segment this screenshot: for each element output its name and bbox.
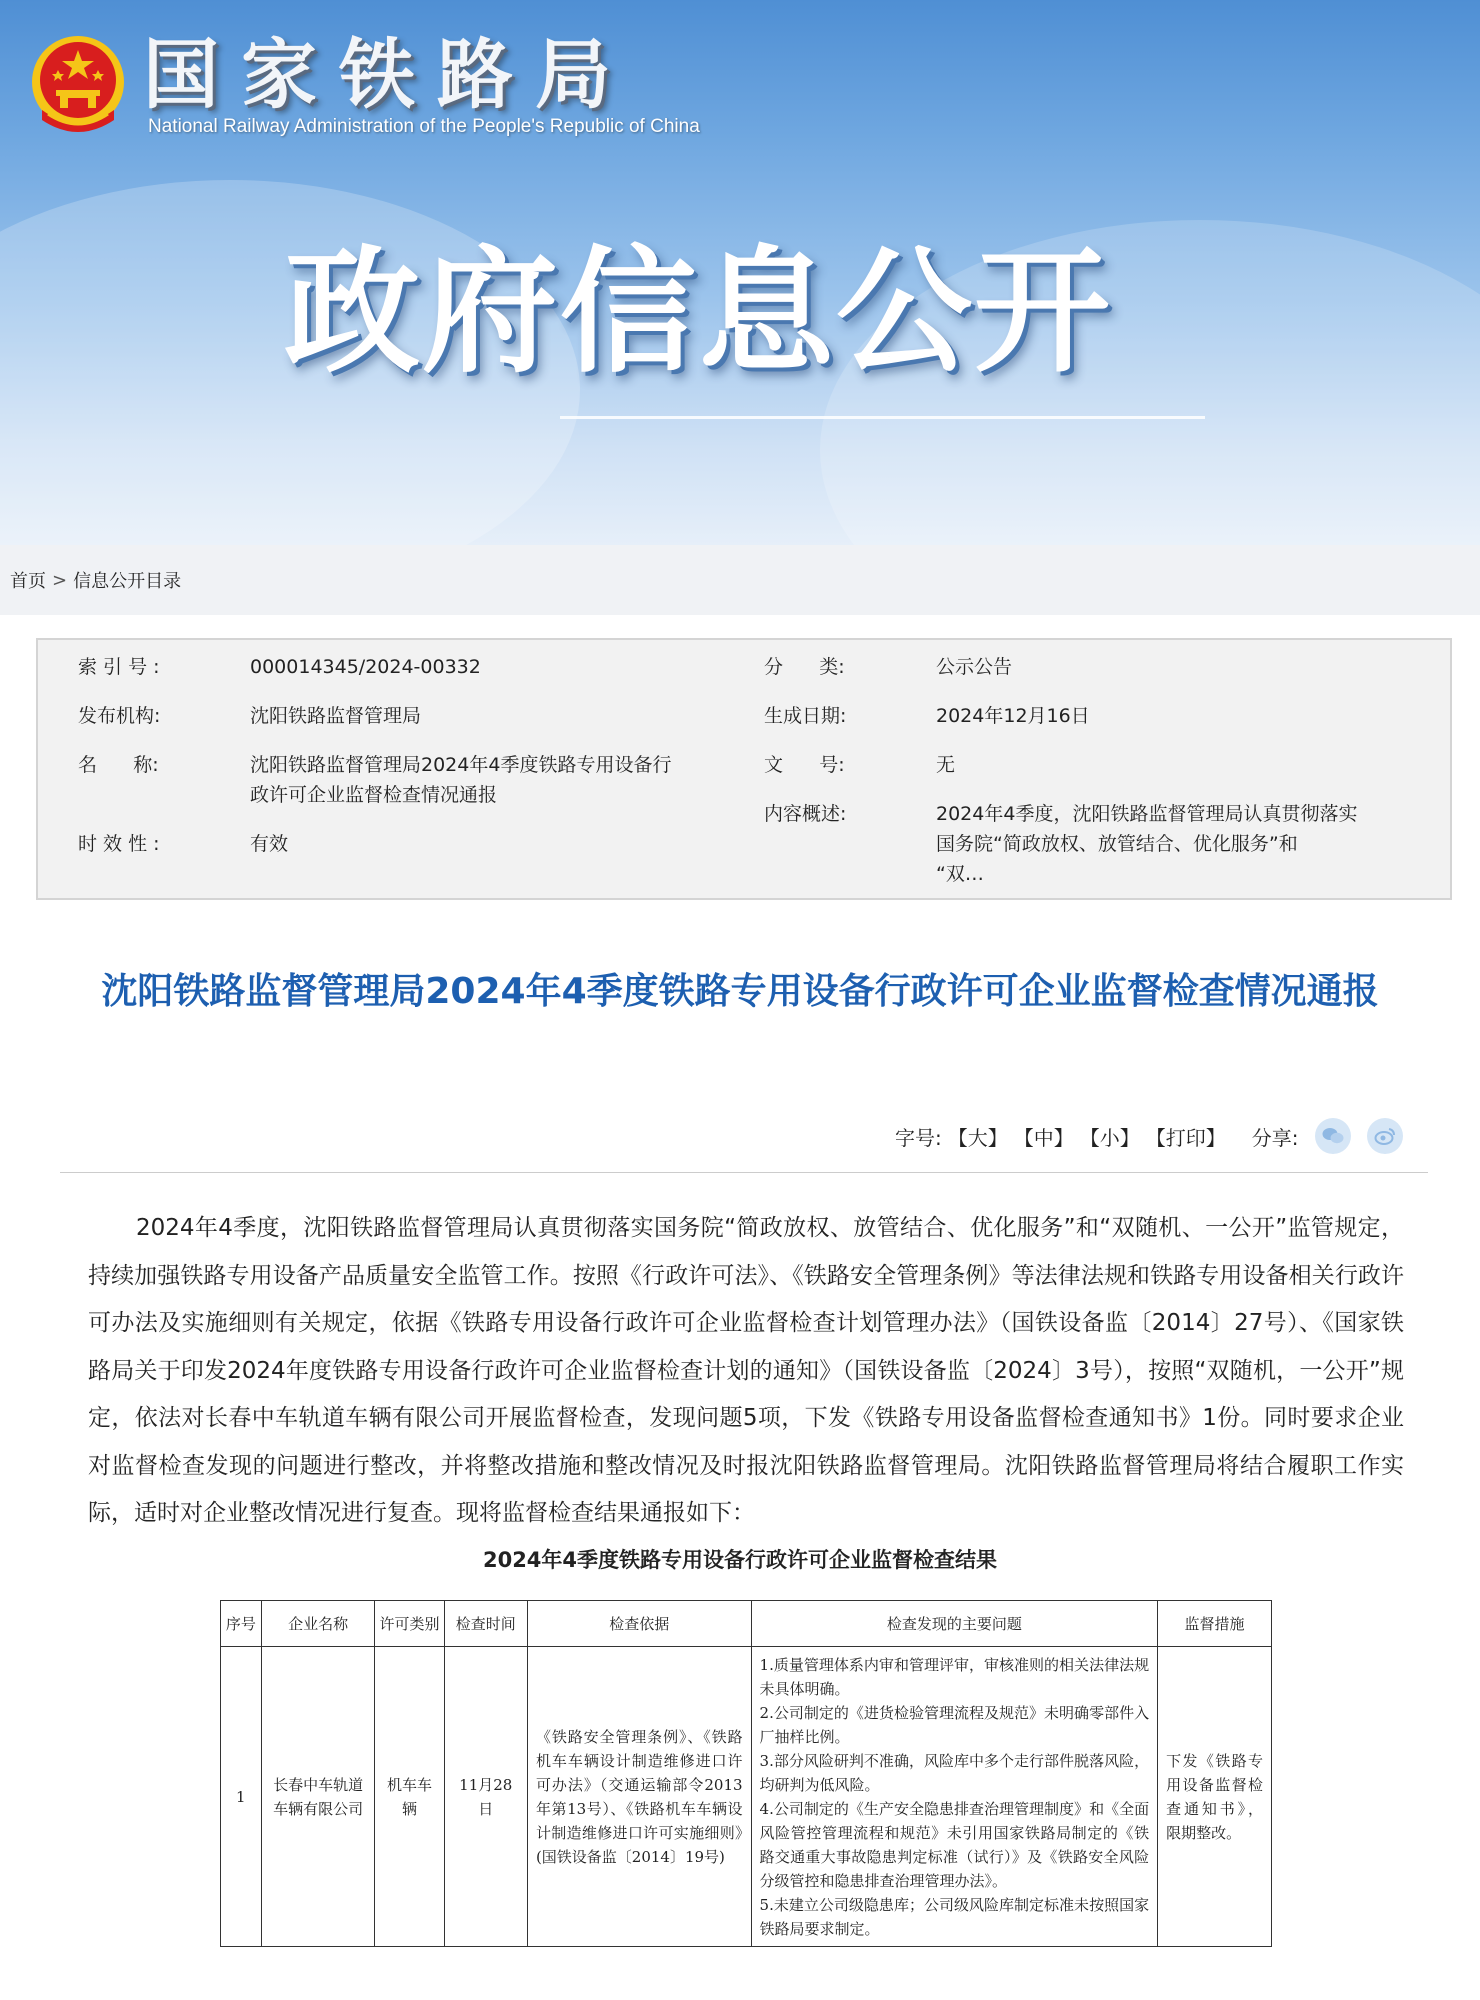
cell-no: 1	[221, 1647, 262, 1947]
summary-value-line3: “双…	[936, 863, 984, 885]
font-size-medium-button[interactable]: 【中】	[1013, 1125, 1074, 1150]
font-size-label: 字号:	[895, 1125, 942, 1150]
banner-underline	[560, 416, 1205, 419]
share-label: 分享:	[1251, 1125, 1299, 1150]
font-size-small-button[interactable]: 【小】	[1079, 1125, 1140, 1150]
header-banner	[0, 0, 1480, 545]
summary-value-line1: 2024年4季度，沈阳铁路监督管理局认真贯彻落实	[936, 803, 1358, 825]
cell-license: 机车车辆	[375, 1647, 444, 1947]
category-value: 公示公告	[936, 656, 1013, 678]
header-basis: 检查依据	[527, 1601, 751, 1647]
header-license: 许可类别	[375, 1601, 444, 1647]
site-english-name: National Railway Administration of the People's Republic of China	[148, 116, 700, 137]
publisher-label: 发布机构:	[78, 705, 161, 727]
header-company: 企业名称	[261, 1601, 375, 1647]
wechat-share-icon[interactable]	[1315, 1118, 1351, 1154]
table-row	[221, 1647, 1272, 1947]
category-label: 分 类:	[764, 656, 845, 678]
issue-item: 2.公司制定的《进货检验管理流程及规范》未明确零部件入厂抽样比例。	[759, 1703, 1150, 1746]
index-value: 000014345/2024-00332	[250, 656, 481, 678]
validity-label: 时 效 性 :	[78, 833, 160, 855]
title-divider	[60, 1172, 1428, 1173]
cell-time: 11月28日	[444, 1647, 527, 1947]
cell-measure: 下发《铁路专用设备监督检查通知书》，限期整改。	[1158, 1647, 1272, 1947]
national-emblem-icon	[28, 32, 128, 140]
summary-value-line2: 国务院“简政放权、放管结合、优化服务”和	[936, 833, 1298, 855]
weibo-share-icon[interactable]	[1367, 1118, 1403, 1154]
cell-issues	[751, 1647, 1158, 1947]
name-label: 名 称:	[78, 754, 159, 776]
date-value: 2024年12月16日	[936, 705, 1090, 727]
breadcrumb	[0, 545, 1480, 615]
date-label: 生成日期:	[764, 705, 847, 727]
header-time: 检查时间	[444, 1601, 527, 1647]
name-value-line2: 政许可企业监督检查情况通报	[250, 784, 498, 806]
cell-company: 长春中车轨道车辆有限公司	[261, 1647, 375, 1947]
header-issues: 检查发现的主要问题	[751, 1601, 1158, 1647]
inspection-result-table	[220, 1600, 1272, 1947]
document-metadata-box	[36, 638, 1452, 900]
validity-value: 有效	[250, 833, 289, 855]
cell-basis: 《铁路安全管理条例》、《铁路机车车辆设计制造维修进口许可办法》（交通运输部令2013年第13号）、《铁路机车车辆设计制造维修进口许可实施细则》(国铁设备监〔2014〕19号)	[527, 1647, 751, 1947]
table-caption: 2024年4季度铁路专用设备行政许可企业监督检查结果	[482, 1548, 998, 1572]
breadcrumb-separator: >	[52, 569, 68, 591]
index-label: 索 引 号 :	[78, 656, 160, 678]
summary-label: 内容概述:	[764, 803, 847, 825]
article-title: 沈阳铁路监督管理局2024年4季度铁路专用设备行政许可企业监督检查情况通报	[101, 971, 1379, 1012]
breadcrumb-catalog-link[interactable]: 信息公开目录	[73, 571, 182, 592]
docno-value: 无	[936, 754, 956, 776]
font-size-large-button[interactable]: 【大】	[947, 1125, 1008, 1150]
site-name: 国家铁路局	[143, 30, 633, 119]
header-no: 序号	[221, 1601, 262, 1647]
banner-title: 政府信息公开	[284, 234, 1112, 392]
print-button[interactable]: 【打印】	[1145, 1125, 1226, 1150]
header-measure: 监督措施	[1158, 1601, 1272, 1647]
issue-item: 4.公司制定的《生产安全隐患排查治理管理制度》和《全面风险管控管理流程和规范》未引用国家铁路局制定的《铁路交通重大事故隐患判定标准（试行）》及《铁路安全风险分级管控和隐患排查治理管理办法》。	[759, 1799, 1150, 1890]
issue-item: 5.未建立公司级隐患库；公司级风险库制定标准未按照国家铁路局要求制定。	[759, 1895, 1150, 1938]
table-header-row	[221, 1601, 1272, 1647]
issue-item: 3.部分风险研判不准确，风险库中多个走行部件脱落风险，均研判为低风险。	[759, 1751, 1150, 1794]
issue-item: 1.质量管理体系内审和管理评审，审核准则的相关法律法规未具体明确。	[759, 1655, 1150, 1698]
publisher-value: 沈阳铁路监督管理局	[250, 705, 422, 727]
name-value-line1: 沈阳铁路监督管理局2024年4季度铁路专用设备行	[250, 754, 672, 776]
article-toolbar	[895, 1116, 1435, 1156]
article-body-paragraph: 2024年4季度，沈阳铁路监督管理局认真贯彻落实国务院“简政放权、放管结合、优化服务”和“双随机、一公开”监管规定，持续加强铁路专用设备产品质量安全监管工作。按照《行政许可法》、《铁路安全管理条例》等法律法规和铁路专用设备相关行政许可办法及实施细则有关规定，依据《铁路专用设备行政许可企业监督检查计划管理办法》（国铁设备监〔2014〕27号）、《国家铁路局关于印发2024年度铁路专用设备行政许可企业监督检查计划的通知》（国铁设备监〔2024〕3号），按照“双随机，一公开”规定，依法对长春中车轨道车辆有限公司开展监督检查，发现问题5项，下发《铁路专用设备监督检查通知书》1份。同时要求企业对监督检查发现的问题进行整改，并将整改措施和整改情况及时报沈阳铁路监督管理局。沈阳铁路监督管理局将结合履职工作实际，适时对企业整改情况进行复查。现将监督检查结果通报如下：	[88, 1215, 1404, 1526]
docno-label: 文 号:	[764, 754, 845, 776]
breadcrumb-home-link[interactable]: 首页	[10, 571, 46, 592]
